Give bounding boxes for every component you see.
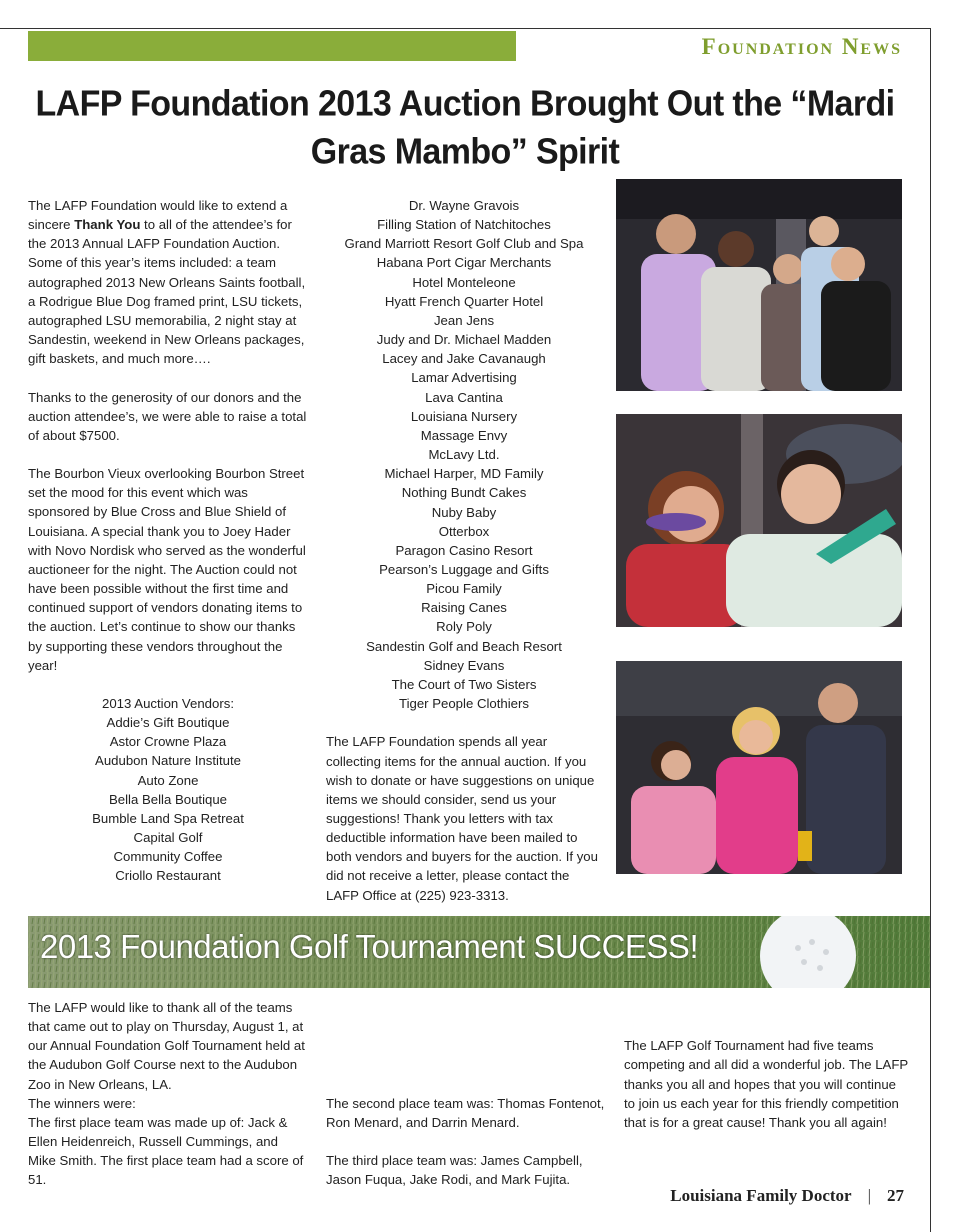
golf-closing: The LAFP Golf Tournament had five teams competing and all did a wonderful job. The LAFP thanks you all and hopes that you will continue to join us each year for this friendly competition that is for a great cause! Thank you all again! <box>624 1038 908 1130</box>
vendor-item: Audubon Nature Institute <box>95 753 241 769</box>
vendor-list-col-1 <box>28 694 308 886</box>
thank-you-bold: Thank You <box>74 217 141 233</box>
golf-first-place: The first place team was made up of: Jack & Ellen Heidenreich, Russell Cummings, and Mike Smith. The first place team had a score of 51. <box>28 1114 304 1188</box>
golf-column-3 <box>624 1036 910 1151</box>
vendor-item: The Court of Two Sisters <box>391 676 537 692</box>
vendor-item: Auto Zone <box>137 772 199 788</box>
header-accent-bar <box>28 31 516 61</box>
vendor-item: Habana Port Cigar Merchants <box>376 255 552 271</box>
vendor-item: Otterbox <box>438 523 490 539</box>
golf-column-1 <box>28 998 308 1190</box>
auction-column-2 <box>326 196 602 924</box>
vendor-item: Lamar Advertising <box>411 370 517 386</box>
event-photo-couple-masks <box>616 414 902 627</box>
auction-paragraph-3: The Bourbon Vieux overlooking Bourbon Street set the mood for this event which was sponsored by Blue Cross and Blue Shield of Louisiana. A special thank you to Joey Hader with Novo Nordisk who served as the wonderful auctioneer for the night. The Auction could not have been possible without the first time and continued support of vendors donating items to the auction. Let’s continue to show our thanks by supporting these vendors throughout the year! <box>28 466 306 673</box>
vendor-item: Nothing Bundt Cakes <box>401 485 527 501</box>
vendor-item: Hyatt French Quarter Hotel <box>384 293 544 309</box>
event-photo-three-guests <box>616 661 902 874</box>
vendor-item: Louisiana Nursery <box>410 408 518 424</box>
event-photo-group <box>616 179 902 391</box>
vendor-item: Pearson’s Luggage and Gifts <box>379 561 549 577</box>
vendor-item: Picou Family <box>426 581 502 597</box>
golf-third-place: The third place team was: James Campbell, Jason Fuqua, Jake Rodi, and Mark Fujita. <box>326 1153 583 1188</box>
vendors-heading: 2013 Auction Vendors: <box>102 696 234 712</box>
auction-intro: The LAFP Foundation would like to extend a sincere Thank You to all of the attendee’s for the 2013 Annual LAFP Foundation Auction. Some of this year’s items included: a team autographed 2013 New Orleans Saints football, a Rodrigue Blue Dog framed print, LSU tickets, autographed LSU memorabilia, 2 night stay at Sandestin, weekend in New Orleans packages, gift baskets, and much more…. <box>28 198 306 367</box>
golf-intro: The LAFP would like to thank all of the teams that came out to play on Thursday, August 1, at our Annual Foundation Golf Tournament held at the Audubon Golf Course next to the Audubon Zoo in New Orleans, LA. <box>28 1000 305 1092</box>
vendor-item: Roly Poly <box>436 619 492 635</box>
footer-separator: | <box>867 1186 871 1205</box>
golf-winners-label: The winners were: <box>28 1095 136 1111</box>
golf-banner <box>28 916 930 988</box>
page-footer <box>670 1186 904 1206</box>
vendor-item: Addie’s Gift Boutique <box>106 715 230 731</box>
vendor-item: Judy and Dr. Michael Madden <box>376 332 552 348</box>
golf-column-2 <box>326 1094 608 1209</box>
vendor-item: Paragon Casino Resort <box>395 542 533 558</box>
top-rule <box>0 28 930 29</box>
golf-banner-title: 2013 Foundation Golf Tournament SUCCESS! <box>40 928 699 965</box>
vendor-item: Capital Golf <box>133 830 203 846</box>
vendor-item: Community Coffee <box>113 849 223 865</box>
vendor-item: McLavy Ltd. <box>428 447 500 463</box>
auction-closing: The LAFP Foundation spends all year collecting items for the annual auction. If you wish to donate or have suggestions on unique items we should consider, send us your suggestions! Thank you letters with tax deductible information have been mailed to both vendors and buyers for the auction. If you did not receive a letter, please contact the LAFP Office at (225) 923-3313. <box>326 734 598 903</box>
vendor-item: Filling Station of Natchitoches <box>377 217 551 233</box>
headline: LAFP Foundation 2013 Auction Brought Out the “Mardi Gras Mambo” Spirit <box>35 83 895 173</box>
vendor-item: Astor Crowne Plaza <box>109 734 227 750</box>
vendor-item: Hotel Monteleone <box>412 274 516 290</box>
vendor-item: Jean Jens <box>433 312 495 328</box>
publication-name: Louisiana Family Doctor <box>670 1186 852 1205</box>
vendor-item: Sidney Evans <box>423 657 505 673</box>
right-rule <box>930 28 931 1232</box>
vendor-item: Raising Canes <box>421 600 507 616</box>
vendor-item: Lava Cantina <box>425 389 503 405</box>
vendor-item: Tiger People Clothiers <box>399 696 529 712</box>
vendor-item: Massage Envy <box>420 427 508 443</box>
vendor-item: Bella Bella Boutique <box>108 791 228 807</box>
vendor-item: Criollo Restaurant <box>115 868 221 884</box>
vendor-item: Dr. Wayne Gravois <box>408 198 520 213</box>
vendor-list-col-2 <box>326 196 602 713</box>
vendor-item: Bumble Land Spa Retreat <box>92 810 244 826</box>
vendor-item: Michael Harper, MD Family <box>384 466 544 482</box>
vendor-item: Sandestin Golf and Beach Resort <box>366 638 562 654</box>
auction-column-1 <box>28 196 308 886</box>
vendor-item: Nuby Baby <box>431 504 497 520</box>
vendor-item: Grand Marriott Resort Golf Club and Spa <box>344 236 584 252</box>
section-label: Foundation News <box>701 34 902 59</box>
page-number: 27 <box>887 1186 904 1205</box>
vendor-item: Lacey and Jake Cavanaugh <box>382 351 546 367</box>
golf-second-place: The second place team was: Thomas Fontenot, Ron Menard, and Darrin Menard. <box>326 1095 605 1130</box>
auction-paragraph-2: Thanks to the generosity of our donors and the auction attendee’s, we were able to raise a total of about $7500. <box>28 389 307 443</box>
